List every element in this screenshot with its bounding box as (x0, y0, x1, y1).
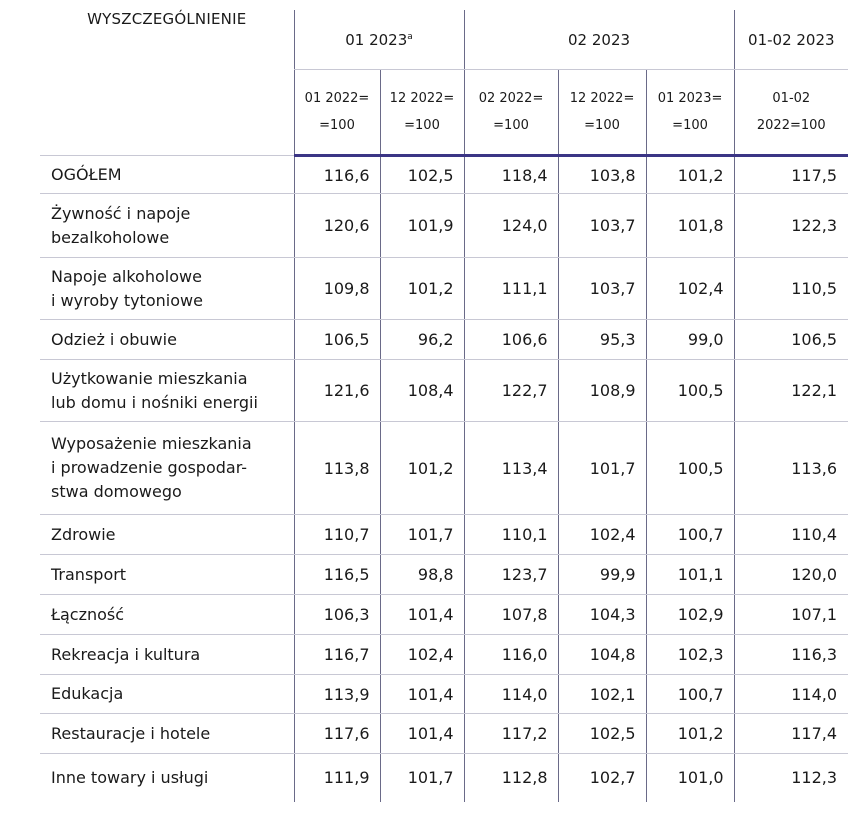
row-label-line: Żywność i napoje (51, 203, 191, 223)
group-header-jan-feb-2023 (734, 10, 848, 70)
index-value-cell: 104,8 (558, 635, 646, 675)
row-label (40, 714, 294, 754)
index-value-cell: 122,3 (734, 194, 848, 258)
index-value-cell: 106,6 (464, 320, 558, 360)
index-value-cell: 102,1 (558, 675, 646, 714)
index-value-cell: 112,3 (734, 754, 848, 802)
index-value-cell: 101,2 (646, 714, 734, 754)
index-value-cell: 102,4 (646, 258, 734, 320)
index-value-cell: 117,4 (734, 714, 848, 754)
table-row (40, 595, 848, 635)
table-row (40, 422, 848, 515)
index-value-cell: 99,0 (646, 320, 734, 360)
table-row (40, 555, 848, 595)
index-value-cell: 109,8 (294, 258, 380, 320)
index-value-cell: 101,4 (380, 595, 464, 635)
subheader-line: 12 2022= (389, 91, 455, 106)
row-label-line: stwa domowego (51, 482, 182, 501)
index-value-cell: 103,7 (558, 258, 646, 320)
index-value-cell: 101,4 (380, 714, 464, 754)
table-row (40, 320, 848, 360)
index-value-cell: 101,8 (646, 194, 734, 258)
subheader-line: 01 2022= (304, 91, 370, 106)
index-value-cell: 102,4 (380, 635, 464, 675)
index-value-cell: 102,5 (558, 714, 646, 754)
row-label (40, 515, 294, 555)
index-value-cell: 102,3 (646, 635, 734, 675)
index-value-cell: 120,6 (294, 194, 380, 258)
index-value-cell: 103,8 (558, 156, 646, 194)
index-value-cell: 101,1 (646, 555, 734, 595)
index-value-cell: 122,7 (464, 360, 558, 422)
table-row (40, 360, 848, 422)
row-label-line: Łączność (51, 604, 125, 624)
index-value-cell: 110,4 (734, 515, 848, 555)
index-value-cell: 117,2 (464, 714, 558, 754)
row-label-line: Odzież i obuwie (51, 329, 177, 349)
description-label: WYSZCZEGÓLNIENIE (87, 10, 247, 28)
row-label-line: Wyposażenie mieszkania (51, 434, 252, 453)
index-value-cell: 113,9 (294, 675, 380, 714)
group-label: 01 2023 (345, 30, 408, 49)
index-value-cell: 95,3 (558, 320, 646, 360)
index-value-cell: 110,5 (734, 258, 848, 320)
subheader-line: =100 (584, 118, 620, 133)
index-value-cell: 116,0 (464, 635, 558, 675)
index-value-cell: 122,1 (734, 360, 848, 422)
index-value-cell: 102,9 (646, 595, 734, 635)
index-value-cell: 99,9 (558, 555, 646, 595)
row-label (40, 156, 294, 194)
index-value-cell: 114,0 (734, 675, 848, 714)
index-value-cell: 102,4 (558, 515, 646, 555)
row-label (40, 422, 294, 515)
row-label-line: OGÓŁEM (51, 164, 122, 184)
column-header-description (40, 10, 294, 156)
group-label: 02 2023 (568, 30, 631, 49)
index-value-cell: 110,7 (294, 515, 380, 555)
row-label-line: Restauracje i hotele (51, 723, 211, 743)
row-label (40, 360, 294, 422)
row-label (40, 675, 294, 714)
subheader-line: =100 (404, 118, 440, 133)
subheader-base-period (464, 70, 558, 156)
index-value-cell: 108,9 (558, 360, 646, 422)
index-value-cell: 113,8 (294, 422, 380, 515)
row-label-line: i prowadzenie gospodar- (51, 458, 248, 477)
index-value-cell: 101,0 (646, 754, 734, 802)
index-value-cell: 104,3 (558, 595, 646, 635)
index-value-cell: 112,8 (464, 754, 558, 802)
row-label (40, 258, 294, 320)
row-label-line: Inne towary i usługi (51, 767, 209, 787)
index-value-cell: 116,7 (294, 635, 380, 675)
index-value-cell: 100,5 (646, 360, 734, 422)
subheader-line: =100 (493, 118, 529, 133)
row-label-line: lub domu i nośniki energii (51, 392, 258, 412)
index-value-cell: 111,9 (294, 754, 380, 802)
subheader-base-period (646, 70, 734, 156)
price-index-table (40, 10, 848, 802)
index-value-cell: 103,7 (558, 194, 646, 258)
index-value-cell: 113,6 (734, 422, 848, 515)
index-value-cell: 124,0 (464, 194, 558, 258)
index-value-cell: 101,2 (380, 258, 464, 320)
index-value-cell: 123,7 (464, 555, 558, 595)
index-value-cell: 107,1 (734, 595, 848, 635)
row-label (40, 754, 294, 802)
index-value-cell: 118,4 (464, 156, 558, 194)
index-value-cell: 116,3 (734, 635, 848, 675)
table-row (40, 515, 848, 555)
index-value-cell: 100,7 (646, 675, 734, 714)
table-body (40, 156, 848, 802)
row-label-line: Edukacja (51, 684, 124, 703)
row-label-line: i wyroby tytoniowe (51, 290, 203, 310)
row-label (40, 194, 294, 258)
index-value-cell: 117,6 (294, 714, 380, 754)
index-value-cell: 101,7 (380, 515, 464, 555)
index-value-cell: 101,4 (380, 675, 464, 714)
table-header (40, 10, 848, 156)
index-value-cell: 101,9 (380, 194, 464, 258)
index-value-cell: 96,2 (380, 320, 464, 360)
index-value-cell: 106,5 (734, 320, 848, 360)
row-label (40, 320, 294, 360)
row-label-line: Napoje alkoholowe (51, 266, 202, 286)
index-value-cell: 108,4 (380, 360, 464, 422)
subheader-line: 12 2022= (569, 91, 635, 106)
index-value-cell: 101,2 (380, 422, 464, 515)
index-value-cell: 120,0 (734, 555, 848, 595)
index-value-cell: 121,6 (294, 360, 380, 422)
group-label: 01-02 2023 (748, 30, 835, 49)
index-value-cell: 101,2 (646, 156, 734, 194)
row-label-line: Zdrowie (51, 524, 116, 544)
index-value-cell: 116,5 (294, 555, 380, 595)
index-value-cell: 101,7 (558, 422, 646, 515)
group-header-feb-2023 (464, 10, 734, 70)
index-value-cell: 100,7 (646, 515, 734, 555)
index-value-cell: 116,6 (294, 156, 380, 194)
row-label (40, 635, 294, 675)
group-header-jan-2023 (294, 10, 464, 70)
index-value-cell: 113,4 (464, 422, 558, 515)
subheader-base-period (558, 70, 646, 156)
index-value-cell: 101,7 (380, 754, 464, 802)
subheader-line: 2022=100 (756, 118, 826, 133)
subheader-line: =100 (319, 118, 355, 133)
index-value-cell: 111,1 (464, 258, 558, 320)
index-value-cell: 117,5 (734, 156, 848, 194)
row-label-line: bezalkoholowe (51, 227, 170, 247)
row-label-line: Użytkowanie mieszkania (51, 368, 248, 388)
index-value-cell: 110,1 (464, 515, 558, 555)
table-row (40, 258, 848, 320)
table-row (40, 194, 848, 258)
subheader-line: =100 (672, 118, 708, 133)
table-row (40, 754, 848, 802)
footnote-marker: a (407, 31, 413, 42)
subheader-line: 02 2022= (478, 91, 544, 106)
row-label-line: Rekreacja i kultura (51, 644, 201, 664)
index-value-cell: 102,5 (380, 156, 464, 194)
table-row (40, 714, 848, 754)
index-value-cell: 106,5 (294, 320, 380, 360)
index-value-cell: 106,3 (294, 595, 380, 635)
table-row (40, 635, 848, 675)
row-label (40, 595, 294, 635)
table-row (40, 675, 848, 714)
index-value-cell: 102,7 (558, 754, 646, 802)
table-row (40, 156, 848, 194)
row-label (40, 555, 294, 595)
subheader-line: 01-02 (772, 91, 811, 106)
subheader-base-period (380, 70, 464, 156)
index-value-cell: 114,0 (464, 675, 558, 714)
index-value-cell: 107,8 (464, 595, 558, 635)
subheader-base-period (734, 70, 848, 156)
index-value-cell: 98,8 (380, 555, 464, 595)
index-value-cell: 100,5 (646, 422, 734, 515)
row-label-line: Transport (51, 564, 127, 584)
subheader-line: 01 2023= (657, 91, 723, 106)
subheader-base-period (294, 70, 380, 156)
